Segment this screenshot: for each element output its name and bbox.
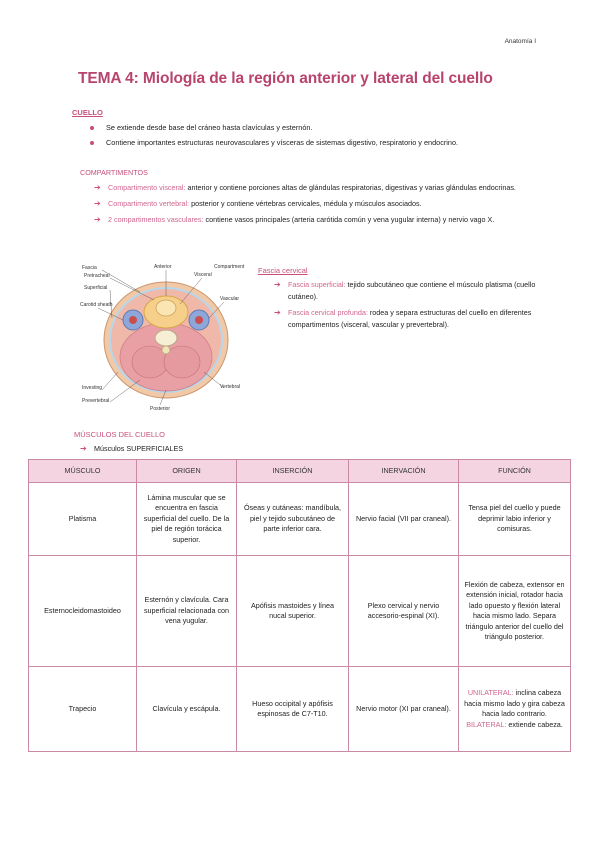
cell-origen: Esternón y clavícula. Cara superficial relacionada con vena yugular. — [137, 556, 237, 667]
list-item: ➔ Fascia cervical profunda: rodea y separa estructuras del cuello en diferentes compartimentos (visceral, vascular y prevertebral). — [274, 308, 532, 329]
figure-label-carotid-sheath: Carotid sheath — [80, 302, 113, 308]
table-row — [29, 556, 571, 667]
neck-cross-section-figure — [80, 262, 250, 412]
table-row — [29, 667, 571, 752]
course-label: Anatomía I — [504, 38, 536, 45]
cell-inervacion: Nervio facial (VII par craneal). — [349, 483, 459, 556]
cell-musculo: Esternocleidomastoideo — [29, 556, 137, 667]
figure-label-investing: Investing — [82, 385, 103, 391]
column-header: INERVACIÓN — [349, 460, 459, 483]
bilateral-label: BILATERAL: — [466, 719, 507, 729]
figure-label-compartment: Compartment — [214, 264, 245, 270]
cell-insercion: Hueso occipital y apófisis espinosas de C7-T10. — [237, 667, 349, 752]
arrow-right-icon: ➔ — [94, 215, 101, 224]
figure-label-fascia: Fascia — [82, 265, 97, 271]
arrow-right-icon: ➔ — [80, 444, 87, 453]
section-heading-compartimentos: COMPARTIMENTOS — [80, 168, 148, 177]
column-header: MÚSCULO — [29, 460, 137, 483]
page-title: TEMA 4: Miología de la región anterior y lateral del cuello — [78, 70, 493, 87]
list-item: Se extiende desde base del cráneo hasta clavículas y esternón. — [88, 122, 528, 134]
figure-label-superficial: Superficial — [84, 285, 108, 291]
bilateral-text: extiende cabeza. — [506, 719, 563, 729]
figure-label-pretracheal: Pretracheal — [84, 273, 110, 279]
fascia-cervical-section — [258, 266, 538, 335]
arrow-right-icon: ➔ — [94, 183, 101, 192]
list-item: ➔ Compartimento vertebral: posterior y contiene vértebras cervicales, médula y músculos asociados. — [94, 199, 422, 208]
figure-label-visceral: Visceral — [194, 272, 212, 278]
column-header: ORIGEN — [137, 460, 237, 483]
figure-label-prevertebral: Prevertebral — [82, 398, 110, 404]
cuello-bullet-list — [88, 122, 528, 152]
section-heading-musculos: MÚSCULOS DEL CUELLO — [74, 430, 165, 439]
section-heading-fascia-cervical: Fascia cervical — [258, 266, 308, 275]
list-item: Contiene importantes estructuras neurovasculares y vísceras de sistemas digestivo, respiratorio y endocrino. — [88, 137, 528, 149]
cell-musculo: Platisma — [29, 483, 137, 556]
cell-inervacion: Nervio motor (XI par craneal). — [349, 667, 459, 752]
table-row — [29, 483, 571, 556]
bullet-dot-icon — [90, 126, 94, 130]
cell-insercion: Apófisis mastoides y línea nucal superior. — [237, 556, 349, 667]
cell-funcion: Flexión de cabeza, extensor en extensión inicial, rotador hacia lado opuesto y flexión lateral hacia mismo lado. Separa triángulo anterior del cuello del triángulo posterior. — [459, 556, 571, 667]
arrow-right-icon: ➔ — [94, 199, 101, 208]
table-header-row — [29, 460, 571, 483]
cell-funcion — [459, 667, 571, 752]
list-item: ➔ Fascia superficial: tejido subcutáneo que contiene el músculo platisma (cuello cutáneo). — [274, 280, 536, 301]
arrow-right-icon: ➔ — [274, 308, 281, 317]
column-header: INSERCIÓN — [237, 460, 349, 483]
subsection-heading-superficiales: ➔ Músculos SUPERFICIALES — [80, 444, 184, 453]
list-item: ➔ Compartimento visceral: anterior y contiene porciones altas de glándulas respiratorias, digestivas y varias glándulas endocrinas. — [94, 183, 516, 192]
list-item: ➔ 2 compartimentos vasculares: contiene vasos principales (arteria carótida común y vena yugular interna) y nervio vago X. — [94, 215, 495, 224]
compartimentos-list — [94, 182, 524, 230]
figure-label-posterior: Posterior — [150, 406, 171, 412]
cell-origen: Clavícula y escápula. — [137, 667, 237, 752]
cell-origen: Lámina muscular que se encuentra en fascia superficial del cuello. De la piel de región torácica superior. — [137, 483, 237, 556]
cell-musculo: Trapecio — [29, 667, 137, 752]
cell-inervacion: Plexo cervical y nervio accesorio-espinal (XI). — [349, 556, 459, 667]
unilateral-text: inclina cabeza hacia mismo lado y gira cabeza hacia lado contrario. — [464, 688, 565, 718]
figure-label-anterior: Anterior — [154, 264, 172, 270]
unilateral-label: UNILATERAL: — [467, 688, 514, 697]
muscles-table — [28, 459, 571, 752]
fascia-list — [258, 279, 538, 331]
cell-funcion: Tensa piel del cuello y puede deprimir labio inferior y comisuras. — [459, 483, 571, 556]
bullet-dot-icon — [90, 141, 94, 145]
figure-label-vascular: Vascular — [220, 296, 240, 302]
arrow-right-icon: ➔ — [274, 280, 281, 289]
neck-cross-section-illustration — [80, 262, 250, 412]
column-header: FUNCIÓN — [459, 460, 571, 483]
section-heading-cuello: CUELLO — [72, 108, 103, 117]
figure-label-vertebral: Vertebral — [220, 384, 241, 390]
cell-insercion: Óseas y cutáneas: mandíbula, piel y tejido subcutáneo de parte inferior cara. — [237, 483, 349, 556]
